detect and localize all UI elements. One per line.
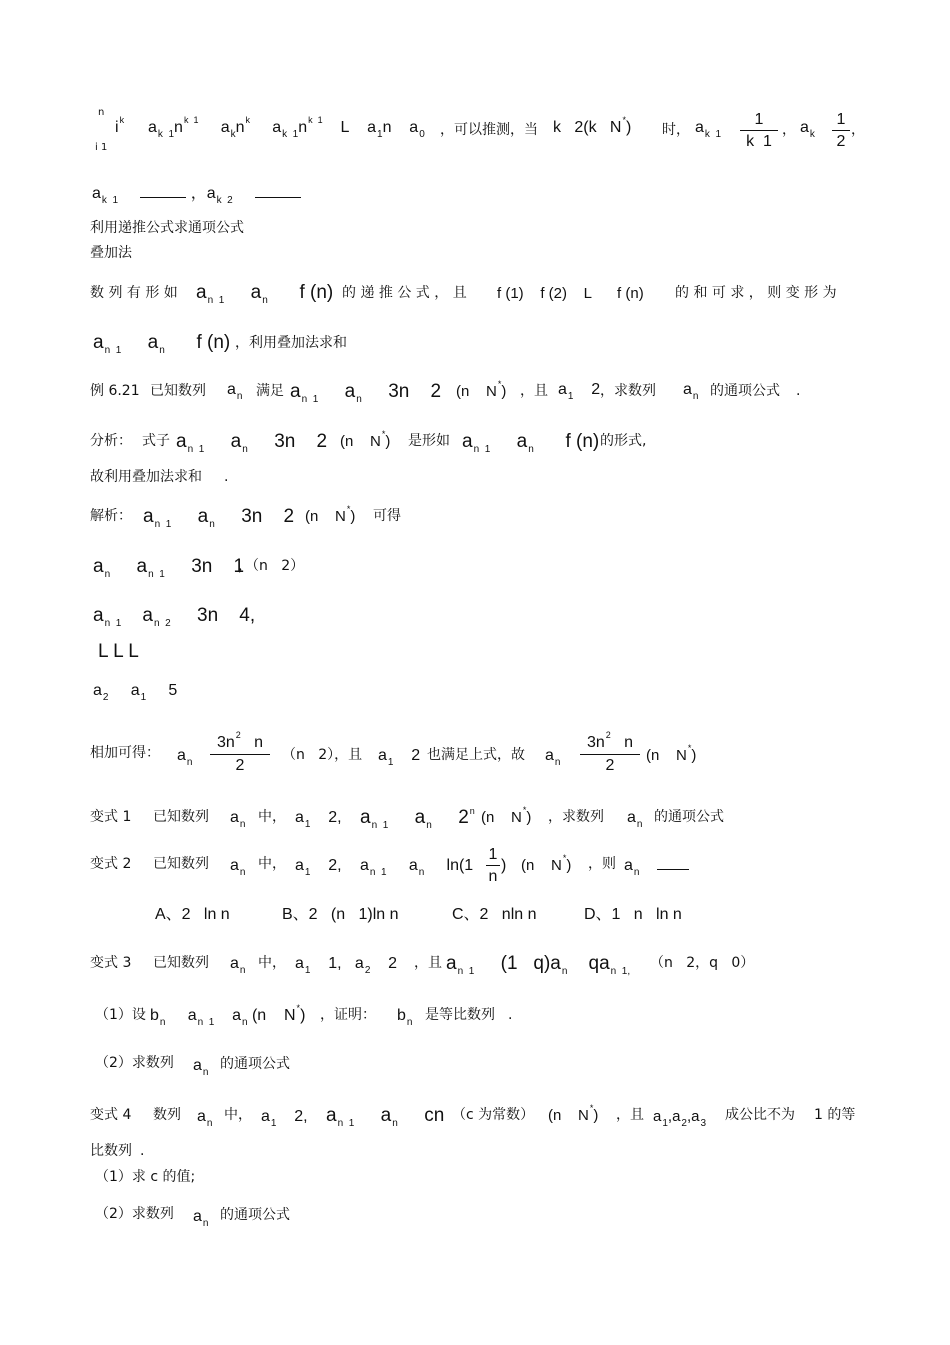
fraction-result-2: $\frac{3n^2 n}{2}$ — [580, 733, 640, 777]
v3-q1-text: ，证明： — [320, 1007, 376, 1023]
fraction-1-over-2: $\frac{1}{2}$ — [832, 110, 850, 153]
choice-a: A、2 ln n — [155, 906, 230, 923]
analysis-line2: 故利用叠加法求和 — [90, 469, 202, 485]
example-text: ，求数列 — [600, 383, 656, 399]
v3-q1-def: $b_n$ $a_{n 1}$ $a_n$ (n N*) — [150, 1003, 306, 1028]
v4-q2-label: （2）求数列 — [95, 1206, 174, 1222]
fraction-1-over-n: $\frac{1}{n}$ — [486, 845, 500, 888]
a-one: $a_1$ 2, — [261, 1108, 308, 1129]
v3-q1-label: （1）设 — [95, 1007, 146, 1023]
solution-recurrence: $a_{n 1}$ $a_n$ 3n 2 — [143, 506, 295, 530]
a-n: $a_n$ — [193, 1057, 209, 1078]
result-text: 也满足上式，故 — [427, 747, 525, 763]
recurrence-form-2: $a_{n 1}$ $a_n$ f (n) — [93, 332, 231, 356]
period: . — [140, 1143, 145, 1159]
solution-text: 可得 — [373, 508, 401, 524]
a-n: $a_n$ — [230, 857, 246, 878]
variant-1-text: ，求数列 — [548, 809, 604, 825]
variant-2-text: ，则 — [588, 856, 616, 872]
comma: ， — [782, 122, 796, 138]
a-k-plus-1: $a_{k 1}$ — [695, 119, 722, 140]
analysis-text: 的形式, — [600, 433, 647, 449]
a-n: $a_n$ — [197, 1108, 213, 1129]
sum-upper-n: n — [98, 107, 105, 118]
a-n: $a_n$ — [177, 747, 193, 768]
n-in-N: (n N*) — [305, 504, 356, 525]
paragraph-text: 数 列 有 形 如 — [90, 285, 178, 301]
v4-q2-text: 的通项公式 — [220, 1207, 290, 1223]
v3-q2-text: 的通项公式 — [220, 1056, 290, 1072]
comma: ， — [851, 122, 865, 138]
example-label: 例 6.21 — [90, 383, 140, 399]
a-n: $a_n$ — [627, 809, 643, 830]
variant-1-recurrence: $a_{n 1}$ $a_n$ 2$^n$ — [360, 806, 475, 831]
paragraph-text: ，利用叠加法求和 — [235, 335, 347, 351]
fraction-1-over-k-plus-1: $\frac{1}{k 1}$ — [740, 110, 778, 153]
paren-close: ) — [501, 857, 507, 874]
v3-q2-label: （2）求数列 — [95, 1055, 174, 1071]
variant-4-text: 数列 — [153, 1107, 181, 1123]
initial-value: $a_1$ 2 — [558, 381, 601, 402]
n-in-N: (n N*) — [456, 379, 507, 400]
a-k: $a_k$ — [800, 119, 815, 140]
paragraph-text: 的 递 推 公 式 ， 且 — [342, 285, 467, 301]
a-one: $a_1$ 2, — [295, 857, 342, 878]
variant-2-recurrence: $a_{n 1}$ $a_n$ ln(1 — [360, 857, 474, 878]
initial-values: $a_1$ 1, $a_2$ 2 — [295, 955, 398, 976]
step-dots: L L L — [98, 641, 139, 662]
variant-4-text: ，且 — [616, 1107, 644, 1123]
n-in-N: (n N*) — [340, 429, 391, 450]
period: . — [796, 383, 801, 399]
sum-lower: i 1 — [95, 142, 108, 153]
n-in-N: (n N*) — [521, 853, 572, 874]
a-n: $a_n$ — [230, 809, 246, 830]
a-one: $a_1$ 2 — [378, 747, 421, 768]
v4-q1: （1）求 c 的值; — [95, 1169, 196, 1185]
v3-q1-text2: 是等比数列 — [425, 1007, 495, 1023]
variant-2-label: 变式 2 — [90, 856, 132, 872]
choice-b: B、2 (n 1)ln n — [282, 906, 399, 923]
paragraph-text: 的 和 可 求 ， 则 变 形 为 — [675, 285, 837, 301]
a-n: $a_n$ — [683, 381, 699, 402]
step-last: $a_2$ $a_1$ 5 — [93, 682, 178, 703]
example-recurrence: $a_{n 1}$ $a_n$ 3n 2 — [290, 381, 442, 405]
variant-4-label: 变式 4 — [90, 1107, 132, 1123]
a-n-blank: $a_n$ — [624, 858, 689, 874]
a-n: $a_n$ — [227, 381, 243, 402]
n-in-N: (n N*) — [481, 805, 532, 826]
variant-4-recurrence: $a_{n 1}$ $a_n$ cn — [326, 1105, 445, 1129]
subsection-heading: 叠加法 — [90, 245, 132, 261]
n-in-N: (n N*) — [646, 743, 697, 764]
a-one: $a_1$ 2, — [295, 809, 342, 830]
variant-1-label: 变式 1 — [90, 809, 132, 825]
choice-d: D、1 n ln n — [584, 906, 682, 923]
variant-4-text: 1 的等 — [814, 1107, 856, 1123]
f-sum: f (1) f (2) L f (n) — [497, 285, 644, 302]
variant-3-label: 变式 3 — [90, 955, 132, 971]
example-text: 的通项公式 — [710, 383, 780, 399]
a-n: $a_n$ — [193, 1208, 209, 1229]
example-text: 满足 — [256, 383, 284, 399]
step-1: $a_n$ $a_{n 1}$ 3n 1 — [93, 556, 245, 580]
result-text: （n 2），且 — [282, 747, 363, 763]
variant-3-cond: （n 2，q 0） — [650, 955, 755, 971]
k-condition: k 2(k N*) — [553, 115, 632, 136]
step-2: $a_{n 1}$ $a_{n 2}$ 3n 4, — [93, 605, 256, 629]
text-infer: ，可以推测，当 — [440, 122, 538, 138]
period: . — [224, 469, 229, 485]
b-n: $b_n$ — [397, 1007, 413, 1028]
result-label: 相加可得： — [90, 745, 160, 761]
n-in-N: (n N*) — [548, 1103, 599, 1124]
analysis-text: 式子 — [142, 433, 170, 449]
a-n: $a_n$ — [230, 955, 246, 976]
variant-4-line2: 比数列 — [90, 1143, 132, 1159]
variant-1-text: 中， — [258, 809, 286, 825]
variant-3-recurrence: $a_{n 1}$ (1 $q)a_n$ $qa_{n 1,}$ — [446, 953, 631, 977]
analysis-text: 是形如 — [408, 433, 450, 449]
variant-4-text: （c 为常数） — [452, 1107, 535, 1123]
analysis-form: $a_{n 1}$ $a_n$ f (n) — [462, 431, 600, 455]
example-text: 已知数列 — [150, 383, 206, 399]
text-when: 时， — [662, 122, 690, 138]
variant-4-text: 中， — [224, 1107, 252, 1123]
example-text: ，且 — [520, 383, 548, 399]
variant-3-text: ，且 — [414, 955, 442, 971]
analysis-label: 分析： — [90, 433, 132, 449]
variant-4-text: 成公比不为 — [725, 1107, 795, 1123]
a1-a2-a3: $a_1,a_2,a_3$ — [653, 1108, 707, 1129]
variant-2-text: 已知数列 — [153, 856, 209, 872]
section-heading: 利用递推公式求通项公式 — [90, 220, 244, 236]
sum-term: $i^k$ — [115, 115, 125, 136]
variant-2-text: 中， — [258, 856, 286, 872]
step-1-cond: ，（n 2） — [238, 558, 305, 574]
variant-3-text: 已知数列 — [153, 955, 209, 971]
solution-label: 解析： — [90, 508, 132, 524]
a-n: $a_n$ — [545, 747, 561, 768]
fraction-result-1: $\frac{3n^2 n}{2}$ — [210, 733, 270, 777]
recurrence-form: $a_{n 1}$ $a_n$ f (n) — [196, 282, 334, 306]
variant-3-text: 中， — [258, 955, 286, 971]
variant-1-text: 已知数列 — [153, 809, 209, 825]
period: . — [508, 1007, 513, 1023]
analysis-recurrence: $a_{n 1}$ $a_n$ 3n 2 — [176, 431, 328, 455]
a-k-plus-1-blank: $a_{k 1}$ ，$a_{k 2}$ — [92, 186, 301, 202]
poly-expression: $a_{k 1}n^{k 1}$ $a_kn^k$ $a_{k 1}n^{k 1}$ L $a_1n$ $a_0$ — [148, 115, 425, 140]
choice-c: C、2 nln n — [452, 906, 537, 923]
variant-1-text: 的通项公式 — [654, 809, 724, 825]
